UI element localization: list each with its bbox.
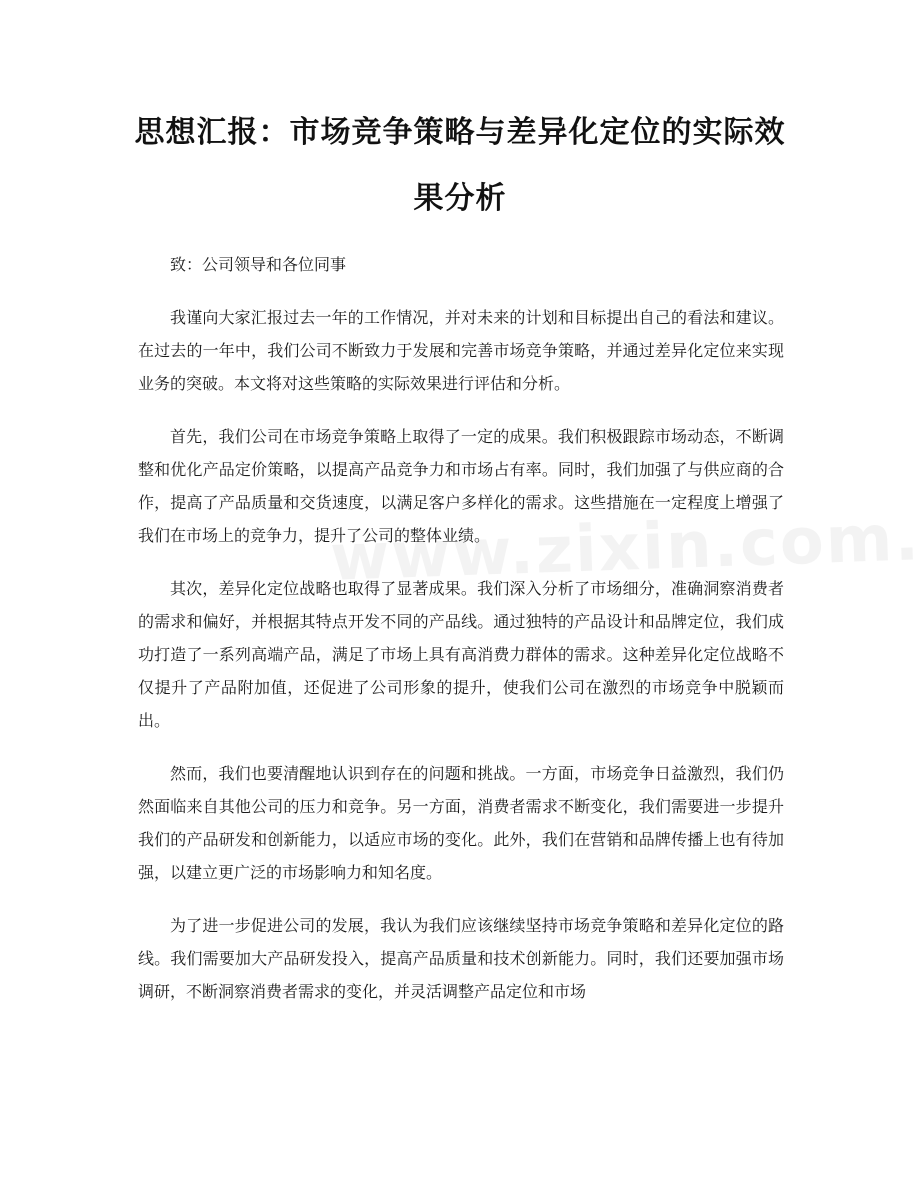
paragraph-2: 首先，我们公司在市场竞争策略上取得了一定的成果。我们积极跟踪市场动态，不断调整和优化产品定价策略，以提高产品竞争力和市场占有率。同时，我们加强了与供应商的合作，提高了产品质量和交货速度，以满足客户多样化的需求。这些措施在一定程度上增强了我们在市场上的竞争力，提升了公司的整体业绩。	[138, 427, 784, 545]
paragraph-1: 我谨向大家汇报过去一年的工作情况，并对未来的计划和目标提出自己的看法和建议。在过去的一年中，我们公司不断致力于发展和完善市场竞争策略，并通过差异化定位来实现业务的突破。本文将对这些策略的实际效果进行评估和分析。	[138, 308, 784, 393]
paragraph-3: 其次，差异化定位战略也取得了显著成果。我们深入分析了市场细分，准确洞察消费者的需求和偏好，并根据其特点开发不同的产品线。通过独特的产品设计和品牌定位，我们成功打造了一系列高端产品，满足了市场上具有高消费力群体的需求。这种差异化定位战略不仅提升了产品附加值，还促进了公司形象的提升，使我们公司在激烈的市场竞争中脱颖而出。	[138, 579, 784, 730]
document-title: 思想汇报：市场竞争策略与差异化定位的实际效果分析	[134, 115, 786, 216]
paragraph-5: 为了进一步促进公司的发展，我认为我们应该继续坚持市场竞争策略和差异化定位的路线。我们需要加大产品研发投入，提高产品质量和技术创新能力。同时，我们还要加强市场调研，不断洞察消费者需求的变化，并灵活调整产品定位和市场	[138, 916, 784, 1001]
paragraph-4: 然而，我们也要清醒地认识到存在的问题和挑战。一方面，市场竞争日益激烈，我们仍然面临来自其他公司的压力和竞争。另一方面，消费者需求不断变化，我们需要进一步提升我们的产品研发和创新能力，以适应市场的变化。此外，我们在营销和品牌传播上也有待加强，以建立更广泛的市场影响力和知名度。	[138, 764, 784, 882]
salutation: 致：公司领导和各位同事	[170, 255, 347, 274]
document-body	[138, 248, 784, 1028]
